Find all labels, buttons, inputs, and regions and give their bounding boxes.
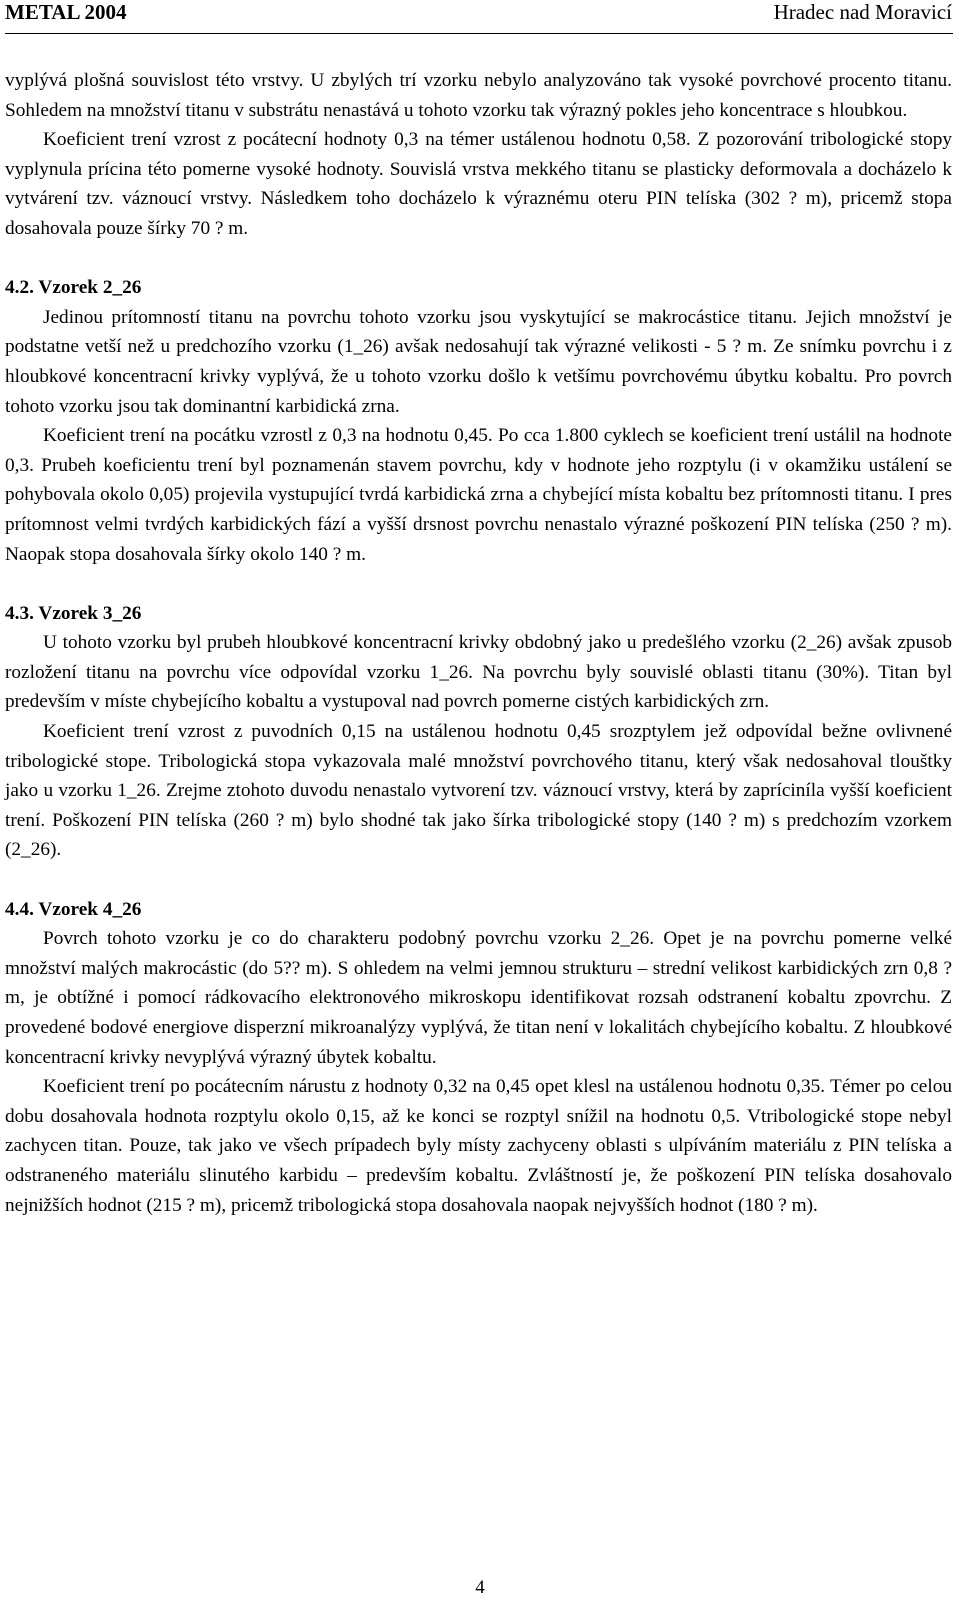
intro-paragraph-2: Koeficient trení vzrost z pocátecní hodnoty 0,3 na témer ustálenou hodnotu 0,58. Z pozorování tribologické stopy vyplynula prícina této pomerne vysoké hodnoty. Souvislá vrstva mekkého titanu se plasticky deformovala a docházelo k vytvárení tzv. váznoucí vrstvy. Následkem toho docházelo k výraznému oteru PIN telíska (302 ? m), pricemž stopa dosahovala pouze šírky 70 ? m. xyxy=(5,129,952,239)
section-paragraph: Povrch tohoto vzorku je co do charakteru podobný povrchu vzorku 2_26. Opet je na povrchu pomerne velké množství malých makrocástic (do 5?? m). S ohledem na velmi jemnou strukturu – strední velikost karbidických zrn 0,8 ? m, je obtížné i pomocí rádkovacího elektronového mikroskopu identifikovat rozsah odstranení kobaltu zpovrchu. Z provedené bodové energiove disperzní mikroanalýzy vyplývá, že titan není v lokalitách chybejícího kobaltu. Z hloubkové koncentracní krivky nevyplývá výrazný úbytek kobaltu. xyxy=(5,928,952,1068)
section-paragraph: Koeficient trení na pocátku vzrostl z 0,3 na hodnotu 0,45. Po cca 1.800 cyklech se koeficient trení ustálil na hodnote 0,3. Prubeh koeficientu trení byl poznamenán stavem povrchu, kdy v hodnote jeho rozptylu (i v okamžiku ustálení se pohybovala okolo 0,05) projevila vystupující tvrdá karbidická zrna a chybející místa kobaltu bez prítomnosti titanu. I pres prítomnost velmi tvrdých karbidických fází a vyšší drsnost povrchu nenastalo výrazné poškození PIN telíska (250 ? m). Naopak stopa dosahovala šírky okolo 140 ? m. xyxy=(5,425,952,565)
document-body xyxy=(5,66,952,1220)
section-heading: 4.4. Vzorek 4_26 xyxy=(5,898,142,920)
section-heading: 4.2. Vzorek 2_26 xyxy=(5,277,142,299)
section-paragraph: Koeficient trení vzrost z puvodních 0,15 na ustálenou hodnotu 0,45 srozptylem jež odpovídal bežne ovlivnené tribologické stope. Tribologická stopa vykazovala malé množství povrchového titanu, který však nedosahoval tlouštky jako u vzorku 1_26. Zrejme ztohoto duvodu nenastalo vytvorení tzv. váznoucí vrstvy, která by zapríciníla vyšší koeficient trení. Poškození PIN telíska (260 ? m) bylo shodné tak jako šírka tribologické stopy (140 ? m) s predchozím vzorkem (2_26). xyxy=(5,721,952,861)
section-paragraph: Jedinou prítomností titanu na povrchu tohoto vzorku jsou vyskytující se makrocástice titanu. Jejich množství je podstatne vetší než u predchozího vzorku (1_26) avšak nedosahují tak výrazné velikosti - 5 ? m. Ze snímku povrchu i z hloubkové koncentracní krivky vyplývá, že u tohoto vzorku došlo k vetšímu povrchovému úbytku kobaltu. Pro povrch tohoto vzorku jsou tak dominantní karbidická zrna. xyxy=(5,306,952,417)
page-header xyxy=(5,0,952,27)
page-number: 4 xyxy=(475,1577,485,1598)
section-paragraph: Koeficient trení po pocátecním nárustu z hodnoty 0,32 na 0,45 opet klesl na ustálenou hodnotu 0,35. Témer po celou dobu dosahovala hodnota rozptylu okolo 0,15, až ke konci se rozptyl snížil na hodnotu 0,5. Vtribologické stope nebyl zachycen titan. Pouze, tak jako ve všech prípadech byly místy zachyceny oblasti s ulpíváním materiálu z PIN telíska a odstraneného materiálu slinutého karbidu – predevším kobaltu. Zvláštností je, že poškození PIN telíska dosahovalo nejnižších hodnot (215 ? m), pricemž tribologická stopa dosahovala naopak nejvyšších hodnot (180 ? m). xyxy=(5,1076,952,1216)
header-location: Hradec nad Moravicí xyxy=(773,0,952,24)
section-4-2 xyxy=(5,273,952,569)
section-4-3 xyxy=(5,599,952,865)
section-4-4 xyxy=(5,895,952,1221)
header-conference-title: METAL 2004 xyxy=(5,0,127,24)
section-paragraph: U tohoto vzorku byl prubeh hloubkové koncentracní krivky obdobný jako u predešlého vzorku (2_26) avšak zpusob rozložení titanu na povrchu více odpovídal vzorku 1_26. Na povrchu byly souvislé oblasti titanu (30%). Titan byl predevším v míste chybejícího kobaltu a vystupoval nad povrch pomerne cistých karbidických zrn. xyxy=(5,632,952,713)
header-divider xyxy=(5,33,953,34)
intro-paragraph-1: vyplývá plošná souvislost této vrstvy. U zbylých trí vzorku nebylo analyzováno tak vysoké povrchové procento titanu. Sohledem na množství titanu v substrátu nenastává u tohoto vzorku tak výrazný pokles jeho koncentrace s hloubkou. xyxy=(5,70,952,121)
section-heading: 4.3. Vzorek 3_26 xyxy=(5,602,142,624)
